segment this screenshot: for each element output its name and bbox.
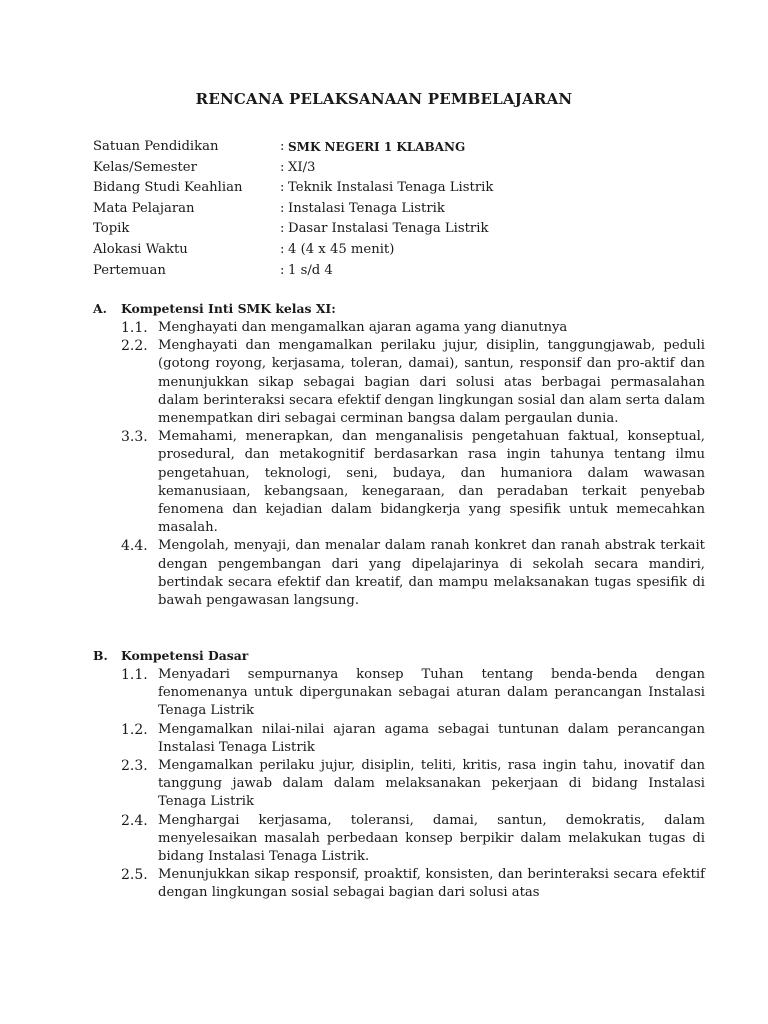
- list-item: [121, 812, 705, 867]
- section-letter: B.: [93, 648, 108, 663]
- item-text: Menghargai kerjasama, toleransi, damai, santun, demokratis, dalam menyelesaikan masalah perbedaan konsep berpikir dalam melakukan tugas di bidang Instalasi Tenaga Listrik.: [158, 812, 705, 865]
- meta-colon: :: [280, 262, 285, 278]
- meta-value: 1 s/d 4: [288, 262, 333, 278]
- section-heading: [93, 299, 705, 319]
- meta-colon: :: [280, 180, 285, 196]
- item-text: Mengolah, menyaji, dan menalar dalam ranah konkret dan ranah abstrak terkait dengan pengembangan dari yang dipelajarinya di sekolah secara mandiri, bertindak secara efektif dan kreatif, dan mampu melaksanakan tugas spesifik di bawah pengawasan langsung.: [158, 538, 705, 609]
- meta-row-topik: [93, 219, 693, 240]
- meta-row-pertemuan: [93, 261, 693, 282]
- item-number: 1.1.: [121, 320, 148, 336]
- meta-label: Pertemuan: [93, 262, 166, 278]
- list-item: [121, 337, 705, 428]
- section-title: Kompetensi Dasar: [121, 648, 249, 663]
- list-item: [121, 666, 705, 721]
- identity-table: [93, 137, 693, 281]
- item-number: 1.1.: [121, 667, 148, 683]
- section-kompetensi-inti: [93, 299, 705, 610]
- list-item: [121, 428, 705, 537]
- list-item: [121, 866, 705, 902]
- meta-label: Bidang Studi Keahlian: [93, 180, 243, 196]
- item-number: 2.3.: [121, 758, 148, 775]
- item-text: Menunjukkan sikap responsif, proaktif, konsisten, dan berinteraksi secara efektif dengan lingkungan sosial sebagai bagian dari solusi atas: [158, 867, 705, 901]
- item-number: 2.5.: [121, 867, 148, 884]
- item-text: Mengamalkan nilai-nilai ajaran agama sebagai tuntunan dalam perancangan Instalasi Tenaga Listrik: [158, 721, 705, 755]
- meta-value: Teknik Instalasi Tenaga Listrik: [288, 180, 494, 196]
- item-text: Memahami, menerapkan, dan menganalisis pengetahuan faktual, konseptual, prosedural, dan metakognitif berdasarkan rasa ingin tahunya tentang ilmu pengetahuan, teknologi, seni, budaya, dan humaniora dalam wawasan kemanusiaan, kebangsaan, kenegaraan, dan peradaban terkait penyebab fenomena dan kejadian dalam bidangkerja yang spesifik untuk memecahkan masalah.: [158, 429, 705, 536]
- meta-label: Mata Pelajaran: [93, 200, 195, 216]
- meta-colon: :: [280, 200, 285, 216]
- item-number: 4.4.: [121, 538, 148, 555]
- item-text: Menghayati dan mengamalkan perilaku jujur, disiplin, tanggungjawab, peduli (gotong royong, kerjasama, toleran, damai), santun, responsif dan pro-aktif dan menunjukkan sikap sebagai bagian dari solusi atas berbagai permasalahan dalam berinteraksi secara efektif dengan lingkungan sosial dan alam serta dalam menempatkan diri sebagai cerminan bangsa dalam pergaulan dunia.: [158, 338, 705, 427]
- meta-row-bidang-studi: [93, 178, 693, 199]
- meta-row-kelas-semester: [93, 158, 693, 179]
- item-number: 2.4.: [121, 812, 148, 829]
- section-letter: A.: [93, 301, 107, 316]
- meta-colon: :: [280, 241, 285, 257]
- meta-colon: :: [280, 221, 285, 237]
- list-item: [121, 721, 705, 757]
- meta-row-alokasi-waktu: [93, 240, 693, 261]
- item-number: 2.2.: [121, 338, 148, 355]
- meta-label: Kelas/Semester: [93, 159, 197, 175]
- meta-label: Topik: [93, 221, 130, 237]
- list-item: [121, 319, 705, 337]
- item-text: Menghayati dan mengamalkan ajaran agama yang dianutnya: [158, 320, 568, 335]
- meta-row-satuan-pendidikan: [93, 137, 693, 158]
- meta-colon: :: [280, 159, 285, 175]
- section-kompetensi-dasar: [93, 646, 705, 903]
- item-text: Mengamalkan perilaku jujur, disiplin, teliti, kritis, rasa ingin tahu, inovatif dan tanggung jawab dalam dalam melaksanakan pekerjaan di bidang Instalasi Tenaga Listrik: [158, 758, 705, 810]
- meta-value: SMK NEGERI 1 KLABANG: [288, 140, 466, 154]
- list-item: [121, 537, 705, 610]
- meta-value: Dasar Instalasi Tenaga Listrik: [288, 221, 489, 237]
- meta-row-mata-pelajaran: [93, 199, 693, 220]
- section-heading: [93, 646, 705, 666]
- list-item: [121, 757, 705, 812]
- meta-colon: :: [280, 139, 285, 154]
- meta-value: 4 (4 x 45 menit): [288, 241, 395, 257]
- meta-label: Alokasi Waktu: [93, 241, 188, 257]
- meta-label: Satuan Pendidikan: [93, 139, 219, 154]
- item-number: 1.2.: [121, 721, 148, 738]
- page-title: RENCANA PELAKSANAAN PEMBELAJARAN: [195, 90, 573, 108]
- item-text: Menyadari sempurnanya konsep Tuhan tentang benda-benda dengan fenomenanya untuk dipergunakan sebagai aturan dalam perancangan Instalasi Tenaga Listrik: [158, 667, 705, 719]
- section-title: Kompetensi Inti SMK kelas XI:: [121, 301, 336, 316]
- meta-value: Instalasi Tenaga Listrik: [288, 200, 445, 216]
- meta-value: XI/3: [288, 159, 316, 175]
- item-number: 3.3.: [121, 429, 148, 446]
